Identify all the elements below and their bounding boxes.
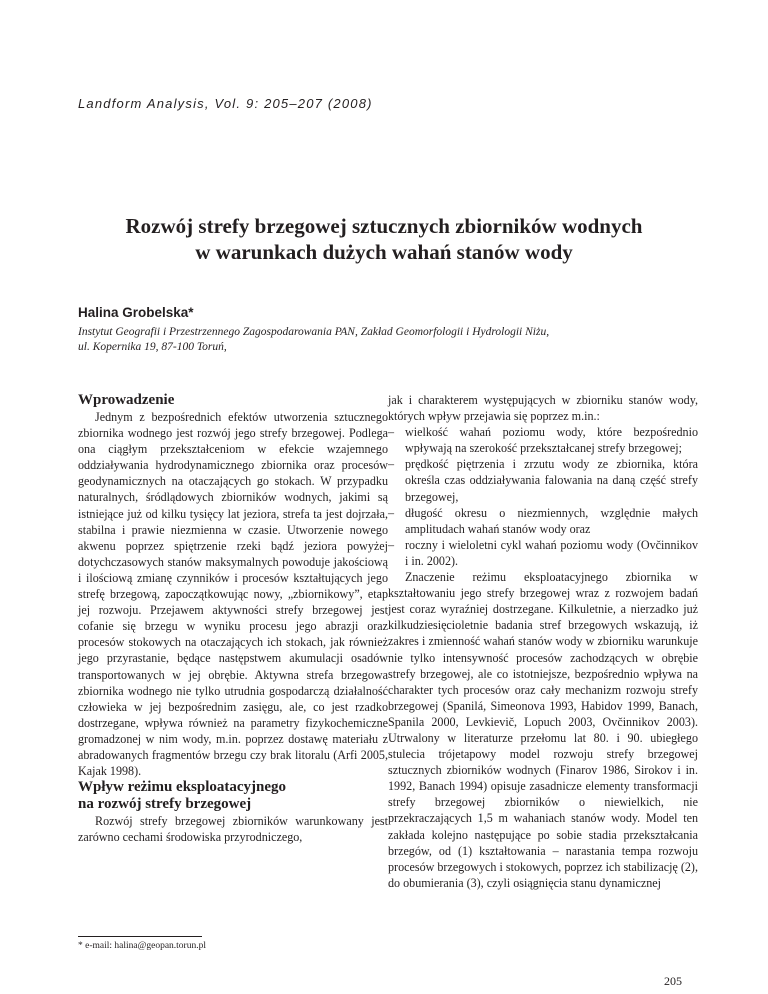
- list-item-text: prędkość piętrzenia i zrzutu wody ze zbiornika, która określa czas oddziaływania falowania na daną część strefy brzegowej,: [405, 457, 698, 504]
- list-item: – długość okresu o niezmiennych, względnie małych amplitudach wahań stanów wody oraz: [388, 505, 698, 536]
- factor-list: [388, 424, 698, 569]
- right-column: [388, 392, 698, 891]
- list-item-text: długość okresu o niezmiennych, względnie małych amplitudach wahań stanów wody oraz: [405, 505, 698, 536]
- heading-section-2-line-1: Wpływ reżimu eksploatacyjnego: [78, 779, 287, 796]
- list-item: – wielkość wahań poziomu wody, które bezpośrednio wpływają na szerokość przekształcanej strefy brzegowej;: [388, 425, 698, 456]
- intro-paragraph: Jednym z bezpośrednich efektów utworzenia sztucznego zbiornika wodnego jest rozwój jego strefy brzegowej. Podlega ona ciągłym przekształceniom w efekcie wzajemnego oddziaływania hydrodynamicznego zbiornika oraz procesów geodynamicznych na otaczających go stokach. W przypadku naturalnych, śródlądowych zbiorników wodnych, jakimi są istniejące już od kilku tysięcy lat jeziora, strefa ta jest dojrzała, stabilna i prawie niezmienna w czasie. Utworzenie nowego akwenu poprzez spiętrzenie rzeki bądź jeziora powyżej dotychczasowych stanów maksymalnych powoduje jakościową i ilościową zmianę czynników i procesów kształtujących jego strefę brzegową, zapoczątkowując nowy, „zbiornikowy”, etap jej rozwoju. Przejawem aktywności strefy brzegowej jest cofanie się brzegu w wyniku procesu jego abrazji oraz procesów stokowych na otaczających ich stokach, jak również jego przyrastanie, będące następstwem akumulacji osadów transportowanych w jej obrębie. Aktywna strefa brzegowa zbiornika wodnego nie tylko utrudnia gospodarczą działalność człowieka w jej bezpośrednim zasięgu, ale, co jest rzadko dostrzegane, wpływa również na parametry fizykochemiczne gromadzonej w nim wody, m.in. poprzez dostawę materiału z abradowanych fragmentów brzegu czy brak litoralu (Arfi 2005, Kajak 1998).: [78, 410, 388, 779]
- footnote: * e-mail: halina@geopan.torun.pl: [78, 941, 206, 951]
- list-item: – prędkość piętrzenia i zrzutu wody ze zbiornika, która określa czas oddziaływania falowania na daną część strefy brzegowej,: [388, 457, 698, 504]
- journal-reference: Landform Analysis, Vol. 9: 205–207 (2008): [78, 96, 373, 111]
- title-line-1: Rozwój strefy brzegowej sztucznych zbiorników wodnych: [125, 214, 643, 238]
- list-item: – roczny i wieloletni cykl wahań poziomu wody (Ovčinnikov i in. 2002).: [388, 537, 698, 568]
- title-line-2: w warunkach dużych wahań stanów wody: [195, 240, 573, 264]
- page-number: 205: [664, 974, 682, 988]
- footnote-rule: [78, 936, 202, 937]
- left-column: [78, 392, 388, 845]
- heading-section-2-line-2: na rozwój strefy brzegowej: [78, 796, 252, 813]
- section-2-paragraph: Rozwój strefy brzegowej zbiorników warunkowany jest zarówno cechami środowiska przyrodniczego,: [78, 814, 388, 845]
- author-affiliation: [78, 325, 718, 355]
- body-paragraph: Znaczenie reżimu eksploatacyjnego zbiornika w kształtowaniu jego strefy brzegowej wraz z rozwojem badań jest coraz wyraźniej dostrzegane. Kilkuletnie, a nierzadko już kilkudziesięcioletnie badania stref brzegowych wskazują, iż zakres i zmienność wahań stanów wody w zbiorniku warunkuje nie tylko intensywność procesów zachodzących w obrębie strefy brzegowej, ale co istotniejsze, bezpośrednio wpływa na charakter tych procesów oraz cały mechanizm rozwoju strefy brzegowej (Spanilá, Simeonova 1993, Habidov 1999, Banach, Spanila 2000, Levkievič, Lopuch 2003, Ovčinnikov 2003). Utrwalony w literaturze przełomu lat 80. i 90. ubiegłego stulecia trójetapowy model rozwoju strefy brzegowej sztucznych zbiorników wodnych (Finarov 1986, Sirokov i in. 1992, Banach 1994) opisuje zasadnicze elementy transformacji strefy brzegowej zbiorników o niewielkich, nie przekraczających 1,5 m wahaniach stanów wody. Model ten zakłada kolejno następujące po sobie stadia przekształcania brzegów, od (1) kształtowania – narastania tempa rozwoju procesów brzegowych i stokowych, poprzez ich stabilizację (2), do obumierania (3), czyli osiągnięcia stanu dynamicznej: [388, 570, 698, 890]
- article-title: [60, 213, 708, 265]
- author-name: Halina Grobelska*: [78, 305, 194, 320]
- continuation-paragraph: jak i charakterem występujących w zbiorniku stanów wody, których wpływ przejawia się poprzez m.in.:: [388, 393, 698, 424]
- list-item-text: wielkość wahań poziomu wody, które bezpośrednio wpływają na szerokość przekształcanej strefy brzegowej;: [405, 425, 698, 456]
- heading-section-2: [78, 779, 388, 813]
- affiliation-line-2: ul. Kopernika 19, 87-100 Toruń,: [78, 341, 227, 353]
- list-item-text: roczny i wieloletni cykl wahań poziomu wody (Ovčinnikov i in. 2002).: [405, 537, 698, 568]
- affiliation-line-1: Instytut Geografii i Przestrzennego Zagospodarowania PAN, Zakład Geomorfologii i Hydrologii Niżu,: [78, 326, 550, 338]
- heading-introduction: Wprowadzenie: [78, 392, 175, 408]
